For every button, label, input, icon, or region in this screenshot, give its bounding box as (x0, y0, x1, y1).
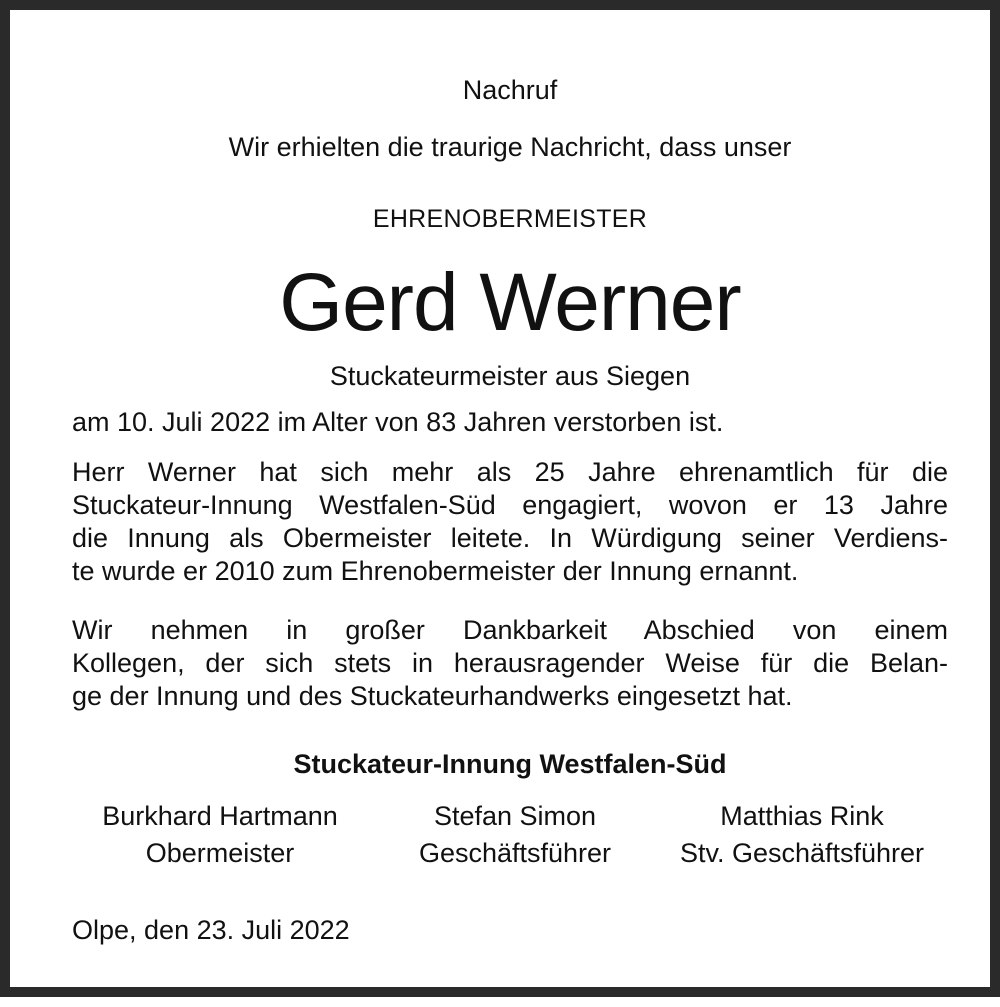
organization-name: Stuckateur-Innung Westfalen-Süd (293, 749, 727, 779)
paragraph-line: Herr Werner hat sich mehr als 25 Jahre ehrenamtlich für die (72, 457, 948, 487)
signatory-3 (632, 798, 972, 872)
signatory-2 (355, 798, 675, 872)
paragraph-line: ge der Innung und des Stuckateurhandwerks eingesetzt hat. (72, 681, 793, 711)
death-line (72, 406, 948, 439)
signatory-role: Stv. Geschäftsführer (679, 838, 925, 868)
signatory-role: Geschäftsführer (418, 838, 612, 868)
signatory-name: Burkhard Hartmann (102, 801, 338, 831)
notice-heading: Nachruf (462, 75, 558, 105)
paragraph-line: Kollegen, der sich stets in herausragender Weise für die Belan- (72, 648, 948, 678)
paragraph-merits (72, 456, 948, 588)
signatory-name: Matthias Rink (720, 801, 884, 831)
deceased-name: Gerd Werner (279, 257, 741, 348)
signatory-1 (60, 798, 380, 872)
paragraph-line: die Innung als Obermeister leitete. In Würdigung seiner Verdiens- (72, 523, 948, 553)
paragraph-line: Stuckateur-Innung Westfalen-Süd engagiert, wovon er 13 Jahre (72, 490, 948, 520)
notice-content (72, 10, 948, 1007)
place-date: Olpe, den 23. Juli 2022 (72, 915, 350, 945)
signatory-name: Stefan Simon (433, 801, 597, 831)
intro-line: Wir erhielten die traurige Nachricht, dass unser (228, 132, 792, 162)
honorary-title: EHRENOBERMEISTER (372, 205, 648, 233)
death-line-text: am 10. Juli 2022 im Alter von 83 Jahren verstorben ist. (72, 407, 724, 437)
paragraph-line: Wir nehmen in großer Dankbarkeit Abschied von einem (72, 615, 948, 645)
signatory-role: Obermeister (145, 838, 295, 868)
profession-line: Stuckateurmeister aus Siegen (329, 361, 691, 391)
paragraph-farewell (72, 614, 948, 713)
paragraph-line: te wurde er 2010 zum Ehrenobermeister der Innung ernannt. (72, 556, 799, 586)
